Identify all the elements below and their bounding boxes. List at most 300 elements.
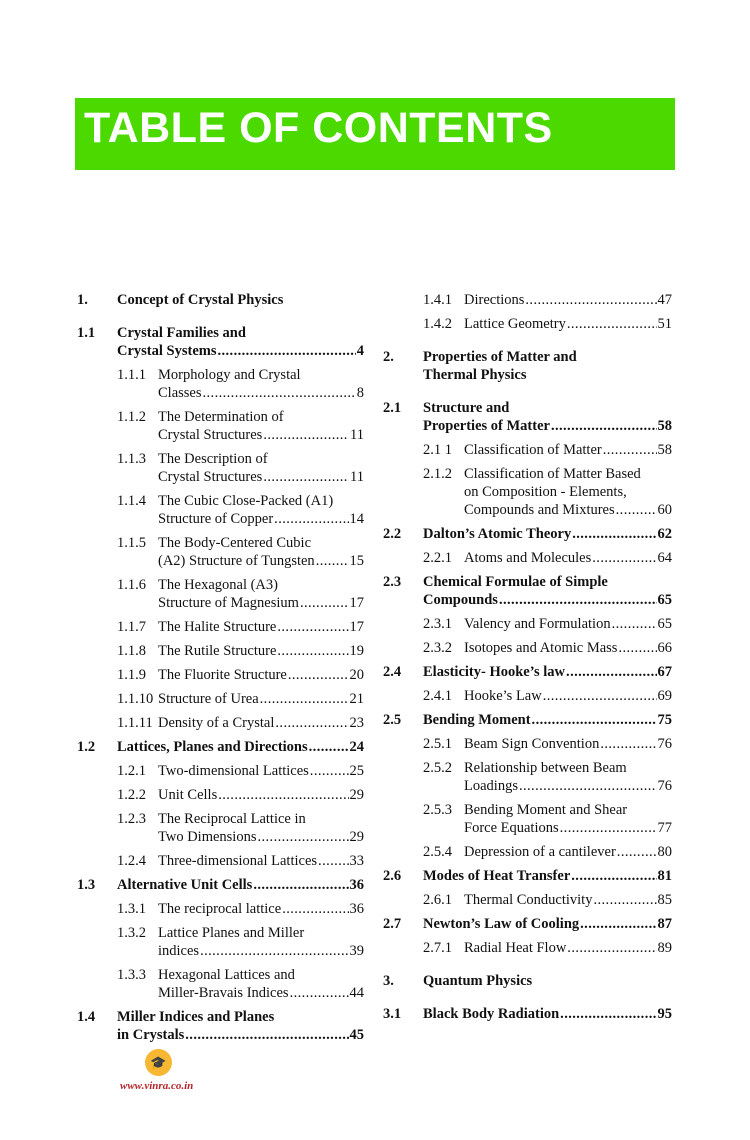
toc-sub-entry[interactable]	[383, 315, 672, 333]
page-number[interactable]: 24	[349, 739, 364, 755]
entry-title-line	[423, 1005, 672, 1023]
entry-title-line	[158, 534, 364, 552]
entry-number: 1.1.8	[117, 643, 146, 659]
page-number[interactable]: 15	[349, 553, 364, 569]
entry-number: 2.5.3	[423, 802, 452, 818]
toc-sub-entry[interactable]	[77, 762, 364, 780]
entry-title-text: Lattices, Planes and Directions	[117, 739, 308, 755]
toc-section-entry[interactable]	[383, 573, 672, 609]
entry-number: 2.7.1	[423, 940, 452, 956]
entry-number: 1.1.5	[117, 535, 146, 551]
entry-title-text: Classification of Matter	[464, 442, 602, 458]
entry-title	[423, 663, 672, 681]
toc-section-entry[interactable]	[383, 525, 672, 543]
toc-chapter-entry[interactable]	[77, 291, 364, 309]
entry-title-text: Crystal Structures	[158, 469, 263, 485]
entry-title-text: Valency and Formulation	[464, 616, 611, 632]
entry-title-line	[158, 510, 364, 528]
entry-title	[158, 408, 364, 444]
entry-title-line	[158, 594, 364, 612]
entry-title-text: The Reciprocal Lattice in	[158, 811, 306, 827]
page-number[interactable]: 23	[349, 715, 364, 731]
page-number[interactable]: 44	[349, 985, 364, 1001]
toc-sub-entry[interactable]	[77, 408, 364, 444]
entry-title-text: Properties of Matter	[423, 418, 550, 434]
entry-title	[117, 876, 364, 894]
entry-title-line	[464, 291, 672, 309]
entry-title	[158, 534, 364, 570]
entry-title	[158, 714, 364, 732]
entry-title	[158, 642, 364, 660]
page-number[interactable]: 85	[657, 892, 672, 908]
entry-title-line	[158, 984, 364, 1002]
entry-number: 1.2	[77, 739, 96, 755]
entry-title	[464, 639, 672, 657]
dot-leader	[260, 690, 349, 708]
entry-title-text: Miller-Bravais Indices	[158, 985, 289, 1001]
page-number[interactable]: 8	[356, 385, 364, 401]
page-number[interactable]: 14	[349, 511, 364, 527]
page-number[interactable]: 64	[657, 550, 672, 566]
toc-sub-entry[interactable]	[77, 666, 364, 684]
dot-leader	[525, 291, 656, 309]
page-number[interactable]: 81	[657, 868, 672, 884]
entry-title-text: Radial Heat Flow	[464, 940, 567, 956]
entry-number: 2.6.1	[423, 892, 452, 908]
entry-number: 1.1.3	[117, 451, 146, 467]
entry-title-text: The Body-Centered Cubic	[158, 535, 312, 551]
page-number[interactable]: 29	[349, 829, 364, 845]
toc-sub-entry[interactable]	[77, 852, 364, 870]
page-number[interactable]: 62	[657, 526, 672, 542]
dot-leader	[560, 819, 657, 837]
toc-section-entry[interactable]	[383, 1005, 672, 1023]
page-number[interactable]: 65	[657, 616, 672, 632]
page-number[interactable]: 67	[657, 664, 672, 680]
entry-title	[464, 549, 672, 567]
dot-leader	[185, 1026, 348, 1044]
entry-title-line	[158, 762, 364, 780]
entry-title-text: Classification of Matter Based	[464, 466, 641, 482]
entry-title-line	[464, 501, 672, 519]
entry-title-text: Dalton’s Atomic Theory	[423, 526, 572, 542]
entry-number: 1.3.1	[117, 901, 146, 917]
entry-title-text: Modes of Heat Transfer	[423, 868, 571, 884]
entry-title-line	[423, 348, 672, 366]
page-number[interactable]: 60	[657, 502, 672, 518]
dot-leader	[300, 594, 349, 612]
entry-title-line	[464, 315, 672, 333]
toc-sub-entry[interactable]	[77, 786, 364, 804]
entry-title-text: Lattice Planes and Miller	[158, 925, 305, 941]
dot-leader	[290, 984, 349, 1002]
page-number[interactable]: 76	[657, 736, 672, 752]
entry-title-text: Force Equations	[464, 820, 559, 836]
toc-section-entry[interactable]	[77, 738, 364, 756]
dot-leader	[253, 876, 348, 894]
toc-sub-entry[interactable]	[383, 801, 672, 837]
entry-title	[423, 573, 672, 609]
entry-title-text: The Description of	[158, 451, 268, 467]
entry-title-text: Crystal Families and	[117, 325, 246, 341]
toc-sub-entry[interactable]	[383, 615, 672, 633]
entry-title-text: Two-dimensional Lattices	[158, 763, 309, 779]
entry-title-text: Lattice Geometry	[464, 316, 566, 332]
toc-sub-entry[interactable]	[383, 759, 672, 795]
entry-number: 2.3.1	[423, 616, 452, 632]
entry-number: 1.1.2	[117, 409, 146, 425]
entry-title-line	[464, 759, 672, 777]
entry-title-line	[423, 399, 672, 417]
entry-title	[158, 762, 364, 780]
entry-title	[464, 441, 672, 459]
entry-title	[117, 291, 364, 309]
entry-title-line	[464, 891, 672, 909]
entry-title-line	[117, 738, 364, 756]
entry-title	[464, 615, 672, 633]
toc-sub-entry[interactable]	[383, 291, 672, 309]
dot-leader	[560, 1005, 656, 1023]
toc-sub-entry[interactable]	[77, 534, 364, 570]
page-number[interactable]: 66	[657, 640, 672, 656]
entry-title-line	[158, 408, 364, 426]
entry-title	[158, 852, 364, 870]
toc-sub-entry[interactable]	[77, 618, 364, 636]
toc-sub-entry[interactable]	[383, 687, 672, 705]
entry-number: 1.1.1	[117, 367, 146, 383]
entry-number: 1.2.4	[117, 853, 146, 869]
page-number[interactable]: 36	[349, 901, 364, 917]
page-number[interactable]: 39	[349, 943, 364, 959]
entry-title-text: The Cubic Close-Packed (A1)	[158, 493, 334, 509]
entry-title-line	[158, 690, 364, 708]
entry-title-line	[423, 867, 672, 885]
dot-leader	[572, 525, 656, 543]
entry-number: 2.	[383, 349, 394, 365]
dot-leader	[277, 618, 348, 636]
entry-title-text: on Composition - Elements,	[464, 484, 627, 500]
entry-title	[423, 867, 672, 885]
toc-section-entry[interactable]	[77, 324, 364, 360]
entry-title-text: Newton’s Law of Cooling	[423, 916, 580, 932]
entry-number: 1.4.2	[423, 316, 452, 332]
page-number[interactable]: 75	[657, 712, 672, 728]
entry-title-line	[423, 972, 672, 990]
toc-sub-entry[interactable]	[77, 714, 364, 732]
entry-title	[158, 924, 364, 960]
dot-leader	[218, 786, 348, 804]
page-number[interactable]: 36	[349, 877, 364, 893]
entry-number: 1.1.6	[117, 577, 146, 593]
entry-title	[158, 786, 364, 804]
entry-title-text: Chemical Formulae of Simple	[423, 574, 608, 590]
entry-title-line	[158, 714, 364, 732]
entry-title-text: Properties of Matter and	[423, 349, 577, 365]
page-number[interactable]: 17	[349, 619, 364, 635]
entry-title-text: Structure of Magnesium	[158, 595, 299, 611]
page-number[interactable]: 11	[350, 469, 364, 485]
toc-sub-entry[interactable]	[383, 735, 672, 753]
page-number[interactable]: 87	[657, 916, 672, 932]
toc-chapter-entry[interactable]	[383, 972, 672, 990]
dot-leader	[274, 510, 348, 528]
entry-title-line	[423, 525, 672, 543]
dot-leader	[200, 942, 348, 960]
page-number[interactable]: 17	[349, 595, 364, 611]
entry-title-text: Morphology and Crystal	[158, 367, 301, 383]
dot-leader	[600, 735, 656, 753]
page-number[interactable]: 76	[657, 778, 672, 794]
entry-title-line	[423, 366, 672, 384]
toc-section-entry[interactable]	[383, 711, 672, 729]
page-number[interactable]: 47	[657, 292, 672, 308]
entry-title	[423, 711, 672, 729]
entry-title	[117, 1008, 364, 1044]
entry-number: 2.5.1	[423, 736, 452, 752]
page-number[interactable]: 80	[657, 844, 672, 860]
entry-title-line	[117, 342, 364, 360]
entry-title-text: Three-dimensional Lattices	[158, 853, 318, 869]
entry-title-line	[158, 786, 364, 804]
toc-sub-entry[interactable]	[383, 441, 672, 459]
entry-title-line	[464, 441, 672, 459]
entry-title	[158, 618, 364, 636]
entry-title-line	[464, 801, 672, 819]
entry-title-text: Structure of Copper	[158, 511, 274, 527]
page-number[interactable]: 65	[657, 592, 672, 608]
entry-number: 1.3.2	[117, 925, 146, 941]
dot-leader	[257, 828, 348, 846]
entry-title-line	[158, 468, 364, 486]
toc-sub-entry[interactable]	[77, 492, 364, 528]
entry-number: 2.1 1	[423, 442, 452, 458]
page-number[interactable]: 69	[657, 688, 672, 704]
entry-title-line	[464, 639, 672, 657]
website-link[interactable]: www.vinra.co.in	[120, 1080, 194, 1092]
entry-title	[464, 291, 672, 309]
entry-title-text: Density of a Crystal	[158, 715, 275, 731]
entry-title-text: Thermal Conductivity	[464, 892, 593, 908]
entry-title-line	[464, 615, 672, 633]
entry-title-text: Unit Cells	[158, 787, 218, 803]
dot-leader	[612, 615, 657, 633]
dot-leader	[316, 552, 349, 570]
toc-section-entry[interactable]	[383, 663, 672, 681]
toc-section-entry[interactable]	[77, 1008, 364, 1044]
entry-number: 2.4.1	[423, 688, 452, 704]
toc-sub-entry[interactable]	[77, 366, 364, 402]
page-number[interactable]: 25	[349, 763, 364, 779]
entry-number: 3.	[383, 973, 394, 989]
entry-title-text: (A2) Structure of Tungsten	[158, 553, 315, 569]
entry-title-line	[117, 291, 364, 309]
toc-sub-entry[interactable]	[77, 966, 364, 1002]
entry-title	[464, 891, 672, 909]
entry-number: 2.6	[383, 868, 402, 884]
entry-title-line	[423, 417, 672, 435]
entry-title	[423, 1005, 672, 1023]
entry-title-text: Hooke’s Law	[464, 688, 542, 704]
entry-title-line	[158, 642, 364, 660]
entry-number: 1.4	[77, 1009, 96, 1025]
entry-title-text: Directions	[464, 292, 525, 308]
entry-number: 1.1.11	[117, 715, 153, 731]
entry-title-line	[158, 966, 364, 984]
toc-section-entry[interactable]	[383, 915, 672, 933]
entry-title-text: Concept of Crystal Physics	[117, 292, 284, 308]
toc-section-entry[interactable]	[77, 876, 364, 894]
page-number[interactable]: 58	[657, 442, 672, 458]
page-number[interactable]: 33	[349, 853, 364, 869]
toc-sub-entry[interactable]	[77, 900, 364, 918]
entry-title	[158, 450, 364, 486]
entry-title-line	[158, 384, 364, 402]
entry-title-line	[423, 663, 672, 681]
dot-leader	[309, 738, 349, 756]
page-number[interactable]: 4	[356, 343, 364, 359]
entry-title-text: Two Dimensions	[158, 829, 257, 845]
entry-title-line	[117, 1008, 364, 1026]
entry-title	[158, 966, 364, 1002]
entry-number: 2.5.2	[423, 760, 452, 776]
entry-title-line	[464, 735, 672, 753]
dot-leader	[499, 591, 657, 609]
entry-number: 1.2.1	[117, 763, 146, 779]
dot-leader	[318, 852, 348, 870]
entry-title-text: The Halite Structure	[158, 619, 277, 635]
entry-title-line	[423, 591, 672, 609]
entry-title-line	[464, 777, 672, 795]
page-number[interactable]: 77	[657, 820, 672, 836]
entry-title-text: Relationship between Beam	[464, 760, 627, 776]
entry-number: 2.7	[383, 916, 402, 932]
toc-sub-entry[interactable]	[77, 642, 364, 660]
entry-title-line	[464, 549, 672, 567]
dot-leader	[203, 384, 356, 402]
dot-leader	[282, 900, 348, 918]
dot-leader	[593, 891, 656, 909]
page-number[interactable]: 11	[350, 427, 364, 443]
entry-title	[158, 666, 364, 684]
entry-title-text: Isotopes and Atomic Mass	[464, 640, 618, 656]
toc-section-entry[interactable]	[383, 399, 672, 435]
toc-sub-entry[interactable]	[77, 576, 364, 612]
toc-chapter-entry[interactable]	[383, 348, 672, 384]
toc-sub-entry[interactable]	[77, 450, 364, 486]
entry-title-text: Alternative Unit Cells	[117, 877, 253, 893]
entry-number: 2.4	[383, 664, 402, 680]
dot-leader	[567, 315, 657, 333]
entry-title-line	[158, 900, 364, 918]
toc-sub-entry[interactable]	[77, 690, 364, 708]
entry-number: 2.3	[383, 574, 402, 590]
entry-title-text: Crystal Structures	[158, 427, 263, 443]
entry-title-line	[117, 1026, 364, 1044]
page-number[interactable]: 21	[349, 691, 364, 707]
entry-title	[464, 315, 672, 333]
page-number[interactable]: 19	[349, 643, 364, 659]
toc-sub-entry[interactable]	[77, 924, 364, 960]
entry-title-text: indices	[158, 943, 200, 959]
entry-title-line	[158, 924, 364, 942]
entry-title-text: The Rutile Structure	[158, 643, 277, 659]
dot-leader	[616, 501, 657, 519]
entry-title-text: The Hexagonal (A3)	[158, 577, 278, 593]
dot-leader	[263, 468, 349, 486]
toc-column-left	[77, 291, 364, 1050]
page-number[interactable]: 20	[349, 667, 364, 683]
entry-number: 1.2.2	[117, 787, 146, 803]
entry-title	[464, 759, 672, 795]
page-number[interactable]: 58	[657, 418, 672, 434]
entry-number: 1.1.4	[117, 493, 146, 509]
page-number[interactable]: 95	[657, 1006, 672, 1022]
entry-title-text: The Fluorite Structure	[158, 667, 287, 683]
entry-number: 3.1	[383, 1006, 402, 1022]
entry-title	[464, 843, 672, 861]
dot-leader	[277, 642, 348, 660]
toc-sub-entry[interactable]	[77, 810, 364, 846]
toc-sub-entry[interactable]	[383, 891, 672, 909]
entry-title-line	[158, 666, 364, 684]
toc-sub-entry[interactable]	[383, 549, 672, 567]
page-number[interactable]: 89	[657, 940, 672, 956]
entry-title-text: Black Body Radiation	[423, 1006, 560, 1022]
entry-title	[158, 810, 364, 846]
toc-sub-entry[interactable]	[383, 465, 672, 519]
entry-title	[158, 492, 364, 528]
entry-number: 1.1	[77, 325, 96, 341]
page-number[interactable]: 51	[657, 316, 672, 332]
entry-title-text: Crystal Systems	[117, 343, 217, 359]
entry-title	[158, 576, 364, 612]
entry-title-line	[464, 483, 672, 501]
entry-title-text: Classes	[158, 385, 202, 401]
entry-title	[423, 525, 672, 543]
dot-leader	[519, 777, 657, 795]
entry-title-line	[423, 711, 672, 729]
title-banner	[75, 98, 675, 170]
entry-title	[117, 738, 364, 756]
entry-title-line	[158, 552, 364, 570]
entry-title	[158, 900, 364, 918]
dot-leader	[567, 939, 656, 957]
page-number[interactable]: 45	[349, 1027, 364, 1043]
toc-section-entry[interactable]	[383, 867, 672, 885]
entry-title-text: Compounds	[423, 592, 498, 608]
entry-title-line	[464, 465, 672, 483]
entry-number: 2.1	[383, 400, 402, 416]
entry-title-text: Atoms and Molecules	[464, 550, 592, 566]
entry-title-text: Bending Moment and Shear	[464, 802, 628, 818]
entry-title	[158, 690, 364, 708]
entry-title-text: Thermal Physics	[423, 367, 527, 383]
dot-leader	[551, 417, 657, 435]
entry-number: 1.1.7	[117, 619, 146, 635]
dot-leader	[275, 714, 348, 732]
entry-title	[117, 324, 364, 360]
entry-title	[464, 939, 672, 957]
page-number[interactable]: 29	[349, 787, 364, 803]
dot-leader	[580, 915, 656, 933]
toc-sub-entry[interactable]	[383, 843, 672, 861]
entry-number: 2.2	[383, 526, 402, 542]
entry-title-line	[158, 366, 364, 384]
entry-title-line	[423, 915, 672, 933]
toc-sub-entry[interactable]	[383, 939, 672, 957]
toc-sub-entry[interactable]	[383, 639, 672, 657]
entry-title	[464, 735, 672, 753]
